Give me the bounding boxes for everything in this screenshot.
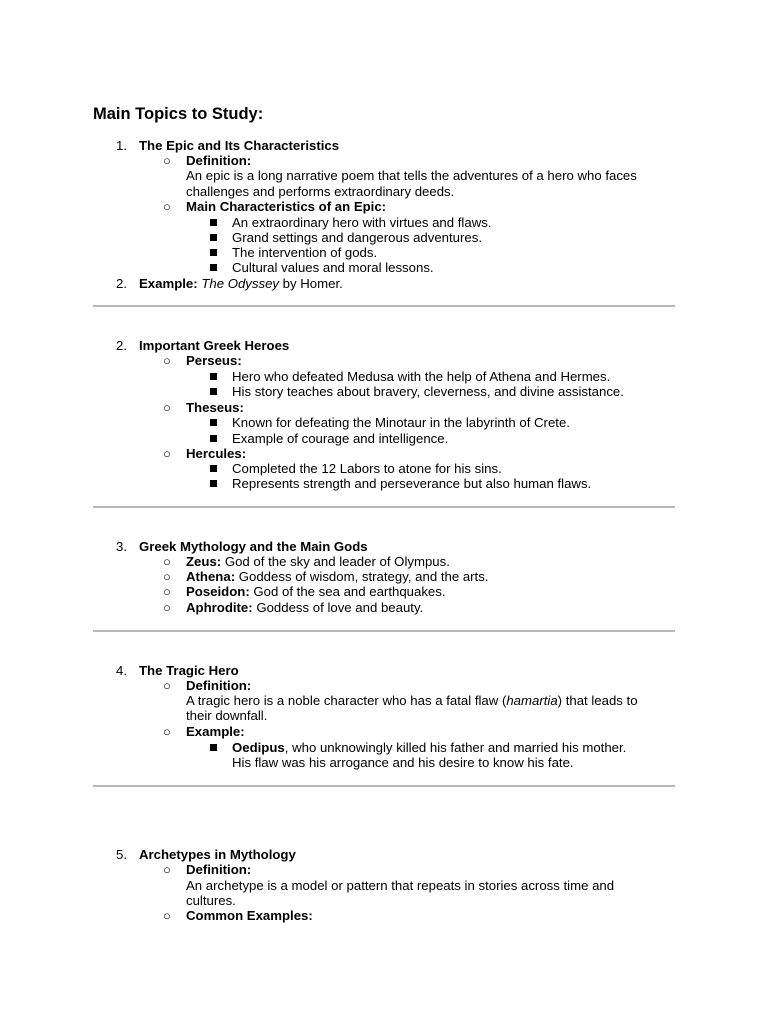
circle-bullet-icon: ○ — [163, 862, 171, 877]
square-bullet-icon — [210, 264, 217, 271]
circle-bullet-icon: ○ — [163, 554, 171, 569]
circle-bullet-icon: ○ — [163, 400, 171, 415]
list-item — [186, 584, 446, 599]
circle-bullet-icon: ○ — [163, 908, 171, 923]
god-name: Athena: — [186, 569, 236, 584]
list-item: The intervention of gods. — [232, 245, 378, 260]
horizontal-divider — [93, 305, 675, 307]
god-description: Goddess of wisdom, strategy, and the arts. — [235, 569, 489, 584]
page-title: Main Topics to Study: — [93, 105, 264, 123]
horizontal-divider — [93, 785, 675, 787]
square-bullet-icon — [210, 388, 217, 395]
definition-text: An epic is a long narrative poem that tells the adventures of a hero who faces — [186, 168, 637, 183]
god-name: Poseidon: — [186, 584, 250, 599]
square-bullet-icon — [210, 419, 217, 426]
list-item: Represents strength and perseverance but also human flaws. — [232, 476, 592, 491]
list-number: 3. — [116, 539, 127, 554]
list-number: 2. — [116, 276, 127, 291]
list-item: Cultural values and moral lessons. — [232, 260, 434, 275]
list-item — [232, 740, 626, 755]
characteristics-label: Main Characteristics of an Epic: — [186, 199, 387, 214]
square-bullet-icon — [210, 373, 217, 380]
list-number: 1. — [116, 138, 127, 153]
section-heading: Important Greek Heroes — [139, 338, 290, 353]
definition-label: Definition: — [186, 862, 252, 877]
example-label: Example: — [186, 724, 245, 739]
example-label: Example: — [139, 276, 198, 291]
section-heading: The Tragic Hero — [139, 663, 239, 678]
god-description: God of the sea and earthquakes. — [249, 584, 446, 599]
list-item: An extraordinary hero with virtues and flaws. — [232, 215, 492, 230]
circle-bullet-icon: ○ — [163, 724, 171, 739]
god-name: Aphrodite: — [186, 600, 253, 615]
example-line — [139, 276, 343, 291]
circle-bullet-icon: ○ — [163, 199, 171, 214]
god-description: Goddess of love and beauty. — [252, 600, 424, 615]
definition-text: challenges and performs extraordinary deeds. — [186, 184, 455, 199]
example-name: Oedipus — [232, 740, 285, 755]
circle-bullet-icon: ○ — [163, 353, 171, 368]
square-bullet-icon — [210, 744, 217, 751]
section-heading: Greek Mythology and the Main Gods — [139, 539, 368, 554]
list-item: Example of courage and intelligence. — [232, 431, 449, 446]
circle-bullet-icon: ○ — [163, 153, 171, 168]
definition-text-part: ) that leads to — [557, 693, 638, 708]
definition-text — [186, 693, 638, 708]
list-number: 4. — [116, 663, 127, 678]
list-item: His story teaches about bravery, cleverness, and divine assistance. — [232, 384, 624, 399]
horizontal-divider — [93, 506, 675, 508]
circle-bullet-icon: ○ — [163, 569, 171, 584]
list-item: Known for defeating the Minotaur in the labyrinth of Crete. — [232, 415, 570, 430]
definition-text: An archetype is a model or pattern that repeats in stories across time and — [186, 878, 615, 893]
common-examples-label: Common Examples: — [186, 908, 313, 923]
hero-name: Theseus: — [186, 400, 244, 415]
hero-name: Perseus: — [186, 353, 242, 368]
square-bullet-icon — [210, 435, 217, 442]
list-item — [186, 600, 423, 615]
definition-text: cultures. — [186, 893, 236, 908]
definition-label: Definition: — [186, 153, 252, 168]
god-description: God of the sky and leader of Olympus. — [221, 554, 450, 569]
god-name: Zeus: — [186, 554, 222, 569]
example-text: , who unknowingly killed his father and married his mother. — [284, 740, 627, 755]
hamartia-term: hamartia — [506, 693, 558, 708]
list-number: 5. — [116, 847, 127, 862]
list-number: 2. — [116, 338, 127, 353]
circle-bullet-icon: ○ — [163, 600, 171, 615]
example-title: The Odyssey — [201, 276, 280, 291]
example-text: His flaw was his arrogance and his desire to know his fate. — [232, 755, 574, 770]
circle-bullet-icon: ○ — [163, 584, 171, 599]
square-bullet-icon — [210, 480, 217, 487]
square-bullet-icon — [210, 465, 217, 472]
section-heading: The Epic and Its Characteristics — [139, 138, 340, 153]
list-item — [186, 569, 488, 584]
square-bullet-icon — [210, 234, 217, 241]
definition-text: their downfall. — [186, 708, 268, 723]
list-item: Hero who defeated Medusa with the help of Athena and Hermes. — [232, 369, 611, 384]
horizontal-divider — [93, 630, 675, 632]
circle-bullet-icon: ○ — [163, 678, 171, 693]
hero-name: Hercules: — [186, 446, 247, 461]
circle-bullet-icon: ○ — [163, 446, 171, 461]
definition-text-part: A tragic hero is a noble character who has a fatal flaw ( — [186, 693, 507, 708]
definition-label: Definition: — [186, 678, 252, 693]
list-item: Completed the 12 Labors to atone for his sins. — [232, 461, 502, 476]
example-author: by Homer. — [279, 276, 343, 291]
section-heading: Archetypes in Mythology — [139, 847, 296, 862]
square-bullet-icon — [210, 219, 217, 226]
square-bullet-icon — [210, 249, 217, 256]
list-item — [186, 554, 450, 569]
list-item: Grand settings and dangerous adventures. — [232, 230, 482, 245]
